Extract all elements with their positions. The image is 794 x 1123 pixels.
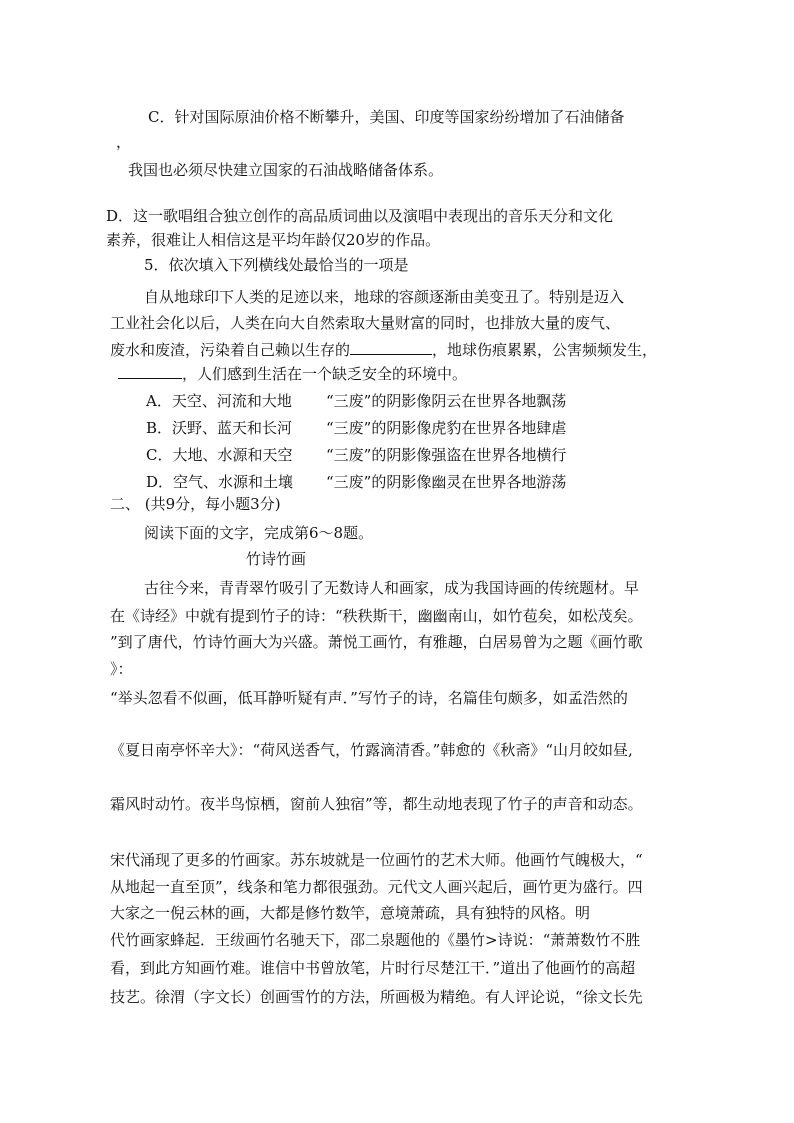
- q4-option-d-line2: 素养，很难让人相信这是平均年龄仅20岁的作品。: [106, 231, 441, 249]
- q4-option-c-line1: C．针对国际原油价格不断攀升，美国、印度等国家纷纷增加了石油储备: [148, 108, 625, 126]
- q4-option-c-line2: 我国也必须尽快建立国家的石油战略储备体系。: [128, 161, 444, 179]
- q5-option-c: [146, 445, 566, 465]
- p1-line6: 《夏日南亭怀辛大》：“荷风送香气，竹露滴清香。”韩愈的《秋斋》“山月皎如昼,: [110, 741, 633, 759]
- p2-line5: 看，到此方知画竹难。谁信中书曾放笔，片时行尽楚江干．”道出了他画竹的高超: [110, 959, 636, 977]
- q5-blank-1: [350, 340, 432, 355]
- q5-option-d-right: “三废”的阴影像幽灵在世界各地游荡: [326, 473, 567, 491]
- q4-option-c-comma: ，: [116, 133, 132, 151]
- p2-line4: 代竹画家蜂起．王绂画竹名驰天下，邵二泉题他的《墨竹>诗说：“萧萧数竹不胜: [110, 931, 641, 949]
- p1-line4: 》：: [110, 660, 133, 678]
- q5-option-a-left: A．天空、河流和大地: [146, 392, 292, 410]
- p1-line3: ”到了唐代，竹诗竹画大为兴盛。萧悦工画竹，有雅趣，白居易曾为之题《画竹歌: [110, 633, 643, 651]
- article-title: 竹诗竹画: [246, 550, 307, 568]
- q5-option-b: [146, 418, 566, 438]
- p2-line2: 从地起一直至顶”，线条和笔力都很强劲。元代文人画兴起后，画竹更为盛行。四: [110, 878, 643, 896]
- p2-line1: 宋代涌现了更多的竹画家。苏东坡就是一位画竹的艺术大师。他画竹气魄极大，“: [110, 851, 643, 869]
- p1-line2: 在《诗经》中就有提到竹子的诗：“秩秩斯干，幽幽南山，如竹苞矣，如松茂矣。: [110, 607, 643, 625]
- q5-option-d: [146, 472, 566, 492]
- p1-line1: 古往今来，青青翠竹吸引了无数诗人和画家，成为我国诗画的传统题材。早: [144, 579, 640, 597]
- q5-passage-line4: [118, 364, 467, 384]
- p2-line3: 大家之一倪云林的画，大都是修竹数竿，意境萧疏，具有独特的风格。明: [110, 904, 591, 922]
- q5-blank-2: [118, 364, 182, 379]
- p1-line5: “举头忽看不似画，低耳静听疑有声．”写竹子的诗，名篇佳句颇多，如孟浩然的: [110, 689, 628, 707]
- q5-stem: 5．依次填入下列横线处最恰当的一项是: [144, 256, 409, 274]
- q5-passage-line3-start: 废水和废渣，污染着自己赖以生存的: [110, 341, 351, 359]
- q5-passage-line2: 工业社会化以后，人类在向大自然索取大量财富的同时，也排放大量的废气、: [110, 314, 621, 332]
- q5-option-c-left: C．大地、水源和天空: [146, 446, 293, 464]
- p2-line6: 技艺。徐渭（字文长）创画雪竹的方法，所画极为精绝。有人评论说，“徐文长先: [110, 988, 643, 1006]
- q5-option-d-left: D．空气、水源和土壤: [146, 473, 294, 491]
- section-2-instruction: 阅读下面的文字，完成第6～8题。: [144, 524, 374, 542]
- q4-option-d-line1: D．这一歌唱组合独立创作的高品质词曲以及演唱中表现出的音乐天分和文化: [106, 207, 614, 225]
- q5-option-c-right: “三废”的阴影像强盗在世界各地横行: [326, 446, 567, 464]
- q5-passage-line4-text: ，人们感到生活在一个缺乏安全的环境中。: [182, 365, 468, 383]
- q5-option-a-right: “三废”的阴影像阴云在世界各地飘荡: [326, 392, 567, 410]
- p1-line7: 霜风时动竹。夜半鸟惊栖，窗前人独宿”等，都生动地表现了竹子的声音和动态。: [110, 795, 643, 813]
- q5-passage-line3-end: ，地球伤痕累累，公害频频发生，: [432, 341, 658, 359]
- section-2-heading: 二、 (共9分，每小题3分): [110, 495, 281, 513]
- q5-option-a: [146, 391, 566, 411]
- q5-passage-line3: [110, 340, 657, 360]
- q5-option-b-left: B．沃野、蓝天和长河: [146, 419, 293, 437]
- q5-passage-line1: 自从地球印下人类的足迹以来，地球的容颜逐渐由美变丑了。特别是迈入: [144, 288, 625, 306]
- q5-option-b-right: “三废”的阴影像虎豹在世界各地肆虐: [326, 419, 567, 437]
